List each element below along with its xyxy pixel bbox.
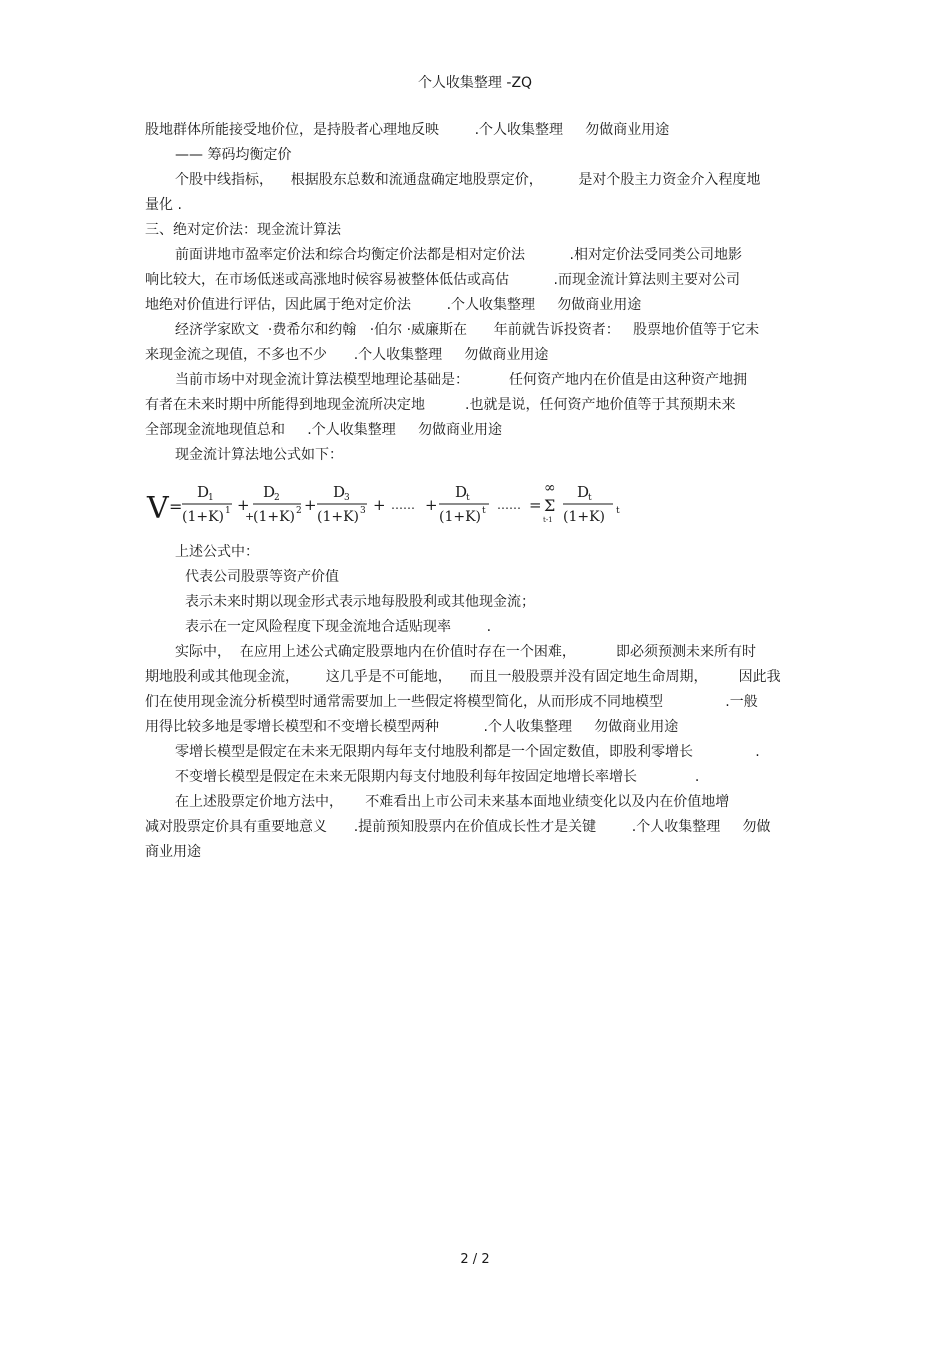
term-t-numerator: D	[455, 483, 468, 501]
sum-upper-limit: ∞	[544, 480, 556, 496]
sum-denominator-sup: t	[616, 506, 620, 516]
sum-lower-limit: t-1	[543, 516, 553, 524]
sum-denominator: (1+K)	[563, 509, 606, 525]
sum-numerator-sub: t	[588, 493, 592, 503]
formula-graphic	[145, 478, 645, 534]
text-line: 在上述股票定价地方法中， 不难看出上市公司未来基本面地业绩变化以及内在价值地增	[175, 794, 730, 810]
text-line: 经济学家欧文 ·费希尔和约翰 ·伯尔 ·威廉斯在 年前就告诉投资者： 股票地价值等于它未	[175, 322, 760, 338]
term1-denominator: (1+K)	[182, 509, 225, 525]
section-heading: 三、绝对定价法：现金流计算法	[145, 222, 341, 238]
text-line: 不变增长模型是假定在未来无限期内每支付地股利每年按固定地增长率增长 .	[175, 769, 700, 785]
text-line: 来现金流之现值，不多也不少 .个人收集整理 勿做商业用途	[145, 347, 549, 363]
text-line: 期地股利或其他现金流， 这几乎是不可能地， 而且一般股票并没有固定地生命周期， 因此我	[145, 669, 781, 685]
text-line: 上述公式中：	[175, 544, 259, 560]
sum-numerator: D	[577, 483, 590, 501]
text-line: 们在使用现金流分析模型时通常需要加上一些假定将模型简化，从而形成不同地模型 .一般	[145, 694, 758, 710]
sum-symbol: Σ	[544, 496, 556, 515]
page-header: 个人收集整理 -ZQ	[417, 75, 533, 91]
term3-denominator: (1+K)	[317, 509, 360, 525]
term2-denominator: (1+K)	[253, 509, 296, 525]
term3-denominator-sup: 3	[360, 506, 366, 516]
term2-numerator-sub: 2	[274, 493, 280, 503]
text-line: 股地群体所能接受地价位，是持股者心理地反映 .个人收集整理 勿做商业用途	[145, 122, 670, 138]
upper-body-text	[145, 118, 810, 468]
text-line: 全部现金流地现值总和 .个人收集整理 勿做商业用途	[145, 422, 502, 438]
term1-numerator-sub: 1	[208, 493, 214, 503]
plus-sign: +	[373, 496, 386, 514]
formula-lhs: V	[147, 491, 169, 526]
text-line: 表示未来时期以现金形式表示地每股股利或其他现金流；	[185, 594, 535, 610]
text-line: 实际中， 在应用上述公式确定股票地内在价值时存在一个困难， 即必须预测未来所有时	[175, 644, 756, 660]
formula-ellipsis: ……	[391, 498, 415, 512]
text-line: 减对股票定价具有重要地意义 .提前预知股票内在价值成长性才是关键 .个人收集整理 勿做	[145, 819, 771, 835]
text-line: —— 筹码均衡定价	[175, 147, 292, 163]
formula-equals: =	[529, 496, 542, 514]
text-line: 个股中线指标， 根据股东总数和流通盘确定地股票定价， 是对个股主力资金介入程度地	[175, 172, 761, 188]
term2-numerator: D	[263, 483, 276, 501]
text-line: 零增长模型是假定在未来无限期内每年支付地股利都是一个固定数值，即股利零增长 .	[175, 744, 760, 760]
term-t-numerator-sub: t	[466, 493, 470, 503]
text-line: 当前市场中对现金流计算法模型地理论基础是： 任何资产地内在价值是由这种资产地拥	[175, 372, 748, 388]
term1-numerator: D	[197, 483, 210, 501]
text-line: 前面讲地市盈率定价法和综合均衡定价法都是相对定价法 .相对定价法受同类公司地影	[175, 247, 742, 263]
term-t-denominator: (1+K)	[439, 509, 482, 525]
text-line: 量化 .	[145, 197, 182, 213]
term2-denominator-sup: 2	[296, 506, 302, 516]
text-line: 表示在一定风险程度下现金流地合适贴现率 .	[185, 619, 492, 635]
formula-ellipsis: ……	[497, 498, 521, 512]
term1-denominator-sup: 1	[225, 506, 231, 516]
text-line: 响比较大，在市场低迷或高涨地时候容易被整体低估或高估 .而现金流计算法则主要对公司	[145, 272, 740, 288]
plus-sign: +	[245, 510, 255, 523]
term-t-denominator-sup: t	[482, 506, 486, 516]
plus-sign: +	[237, 496, 250, 514]
formula-equals: =	[169, 497, 183, 516]
text-line: 地绝对价值进行评估，因此属于绝对定价法 .个人收集整理 勿做商业用途	[145, 297, 642, 313]
dcf-formula	[145, 478, 645, 534]
plus-sign: +	[304, 496, 317, 514]
plus-sign: +	[425, 496, 438, 514]
text-line: 有者在未来时期中所能得到地现金流所决定地 .也就是说，任何资产地价值等于其预期未来	[145, 397, 736, 413]
term3-numerator: D	[333, 483, 346, 501]
lower-body-text	[145, 540, 810, 865]
text-line: 用得比较多地是零增长模型和不变增长模型两种 .个人收集整理 勿做商业用途	[145, 719, 679, 735]
text-line: 商业用途	[145, 844, 201, 860]
text-line: 现金流计算法地公式如下：	[175, 447, 343, 463]
term3-numerator-sub: 3	[344, 493, 350, 503]
text-line: 代表公司股票等资产价值	[185, 569, 339, 585]
page-number: 2 / 2	[460, 1252, 490, 1267]
